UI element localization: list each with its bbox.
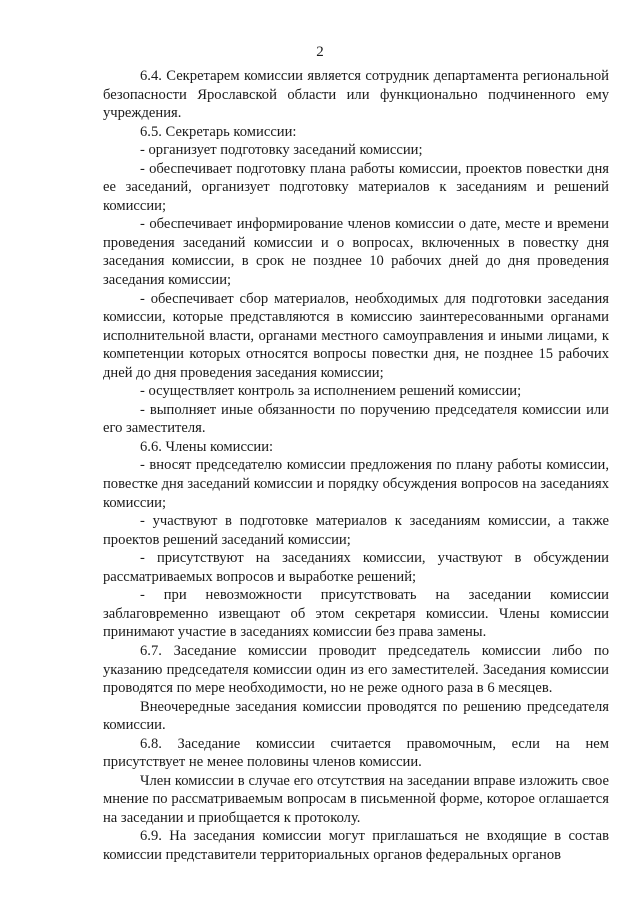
list-item: - обеспечивает информирование членов комиссии о дате, месте и времени проведения заседаний комиссии и о вопросах, включенных в повестку дня заседания комиссии, в срок не позднее 10 рабочих дней до дня проведения заседания комиссии;	[103, 216, 609, 289]
list-item: - присутствуют на заседаниях комиссии, участвуют в обсуждении рассматриваемых вопросов и выработке решений;	[103, 550, 609, 585]
list-item: - при невозможности присутствовать на заседании комиссии заблаговременно извещают об этом секретаря комиссии. Члены комиссии принимают участие в заседаниях комиссии без права замены.	[103, 587, 609, 641]
list-item: - организует подготовку заседаний комиссии;	[140, 142, 423, 159]
list-item: - вносят председателю комиссии предложения по плану работы комиссии, повестке дня заседаний комиссии и порядку обсуждения вопросов на заседаниях комиссии;	[103, 457, 609, 511]
list-item: - обеспечивает подготовку плана работы комиссии, проектов повестки дня ее заседаний, организует подготовку материалов к заседаниям и решений комиссии;	[103, 160, 609, 214]
list-item: - обеспечивает сбор материалов, необходимых для подготовки заседания комиссии, которые представляются в комиссию заинтересованными органами исполнительной власти, органами местного самоуправления и иными лицами, к компетенции которых относятся вопросы повестки дня, не позднее 15 рабочих дней до дня проведения заседания комиссии;	[103, 290, 609, 381]
document-body	[103, 67, 609, 865]
paragraph: Член комиссии в случае его отсутствия на заседании вправе изложить свое мнение по рассматриваемым вопросам в письменной форме, которое оглашается на заседании и приобщается к протоколу.	[103, 772, 609, 826]
paragraph-6-5: 6.5. Секретарь комиссии:	[140, 123, 297, 140]
page-number: 2	[316, 44, 324, 60]
paragraph: Внеочередные заседания комиссии проводятся по решению председателя комиссии.	[103, 698, 609, 734]
paragraph-6-7: 6.7. Заседание комиссии проводит председатель комиссии либо по указанию председателя комиссии один из его заместителей. Заседания комиссии проводятся по мере необходимости, но не реже одного раза в 6 месяцев.	[103, 642, 609, 697]
list-item: - участвуют в подготовке материалов к заседаниям комиссии, а также проектов решений заседаний комиссии;	[103, 513, 609, 548]
paragraph-6-4: 6.4. Секретарем комиссии является сотрудник департамента региональной безопасности Ярославской области или функционально подчиненного ему учреждения.	[103, 68, 609, 122]
paragraph-6-9: 6.9. На заседания комиссии могут приглашаться не входящие в состав комиссии представители территориальных органов федеральных органов	[103, 828, 609, 863]
paragraph-6-6: 6.6. Члены комиссии:	[140, 438, 274, 455]
list-item: - осуществляет контроль за исполнением решений комиссии;	[140, 383, 522, 400]
paragraph-6-8: 6.8. Заседание комиссии считается правомочным, если на нем присутствует не менее половины членов комиссии.	[103, 735, 609, 771]
list-item: - выполняет иные обязанности по поручению председателя комиссии или его заместителя.	[103, 401, 609, 437]
